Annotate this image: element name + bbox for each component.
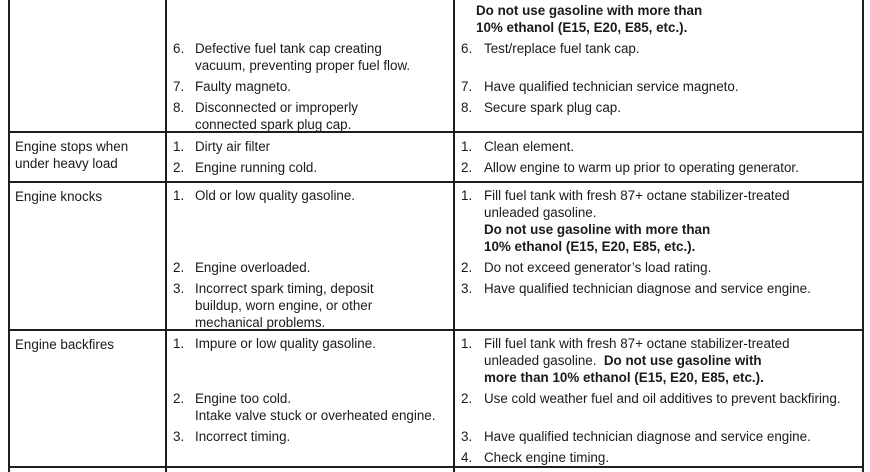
problem-line: Engine stops when [15, 139, 129, 154]
item-line: connected spark plug cap. [195, 117, 352, 131]
solution-cell [453, 280, 862, 329]
problem-cell [8, 183, 165, 329]
cause-remedy-pairs [165, 183, 864, 329]
item-line: Have qualified technician diagnose and service engine. [484, 429, 811, 444]
table-row [8, 0, 864, 131]
item-text [484, 390, 860, 407]
item-line: Engine too cold. [195, 391, 292, 406]
item-line: Allow engine to warm up prior to operating generator. [484, 160, 799, 175]
item-number: 1. [461, 336, 473, 351]
item-line: Intake valve stuck or overheated engine. [195, 408, 436, 423]
table-border-vertical [8, 0, 10, 472]
item-text [484, 259, 860, 276]
item-text [195, 99, 447, 131]
troubleshooting-table [8, 0, 864, 472]
solution-cell [453, 40, 862, 74]
item-number: 7. [173, 79, 185, 94]
item-text [484, 40, 860, 57]
cause-cell [165, 138, 453, 155]
item-text-run-bold: Do not use gasoline with [603, 353, 762, 368]
item-line: 10% ethanol (E15, E20, E85, etc.). [476, 20, 688, 35]
item-text [195, 78, 447, 95]
item-text [195, 280, 447, 329]
solution-cell [453, 390, 862, 424]
item-text [195, 187, 447, 204]
item-line: Clean element. [484, 139, 575, 154]
item-line: Do not use gasoline with more than [476, 3, 703, 18]
item-text [484, 449, 860, 466]
item-line: Fill fuel tank with fresh 87+ octane stabilizer-treated [484, 336, 790, 351]
item-line: Check engine timing. [484, 450, 610, 465]
item-line: Engine running cold. [195, 160, 318, 175]
table-border-horizontal [8, 181, 864, 183]
item-text [195, 138, 447, 155]
item-line: Test/replace fuel tank cap. [484, 41, 640, 56]
item-line: Fill fuel tank with fresh 87+ octane stabilizer-treated [484, 188, 790, 203]
cause-remedy-pair [165, 40, 864, 74]
table-border-vertical [165, 0, 167, 472]
cause-remedy-pair [165, 138, 864, 155]
item-text [195, 40, 447, 74]
item-number: 1. [173, 336, 185, 351]
item-number: 2. [173, 160, 185, 175]
item-line: buildup, worn engine, or other [195, 298, 373, 313]
item-number: 6. [173, 41, 185, 56]
table-row [8, 183, 864, 329]
item-number: 2. [461, 160, 473, 175]
item-line: unleaded gasoline. [484, 205, 597, 220]
table-border-horizontal [8, 466, 864, 468]
cause-remedy-pair [165, 99, 864, 131]
item-number: 3. [461, 281, 473, 296]
cause-remedy-pair [165, 428, 864, 445]
item-text [484, 335, 860, 386]
cause-cell [165, 390, 453, 424]
item-text [484, 280, 860, 297]
problem-cell [8, 133, 165, 181]
item-text [195, 335, 447, 352]
cause-cell [165, 449, 453, 466]
cause-cell [165, 259, 453, 276]
solution-cell [453, 428, 862, 445]
item-line [484, 352, 860, 369]
item-text [484, 78, 860, 95]
cause-remedy-pairs [165, 0, 864, 131]
item-line: Impure or low quality gasoline. [195, 336, 376, 351]
table-row [8, 133, 864, 181]
item-number: 1. [173, 188, 185, 203]
cause-remedy-pair [165, 2, 864, 36]
item-text [484, 187, 860, 255]
cause-remedy-pair [165, 159, 864, 176]
item-text [195, 159, 447, 176]
item-text [484, 99, 860, 116]
item-text [484, 159, 860, 176]
item-line: Have qualified technician service magneto. [484, 79, 739, 94]
cause-remedy-pair [165, 78, 864, 95]
cause-cell [165, 280, 453, 329]
item-number: 8. [461, 100, 473, 115]
cause-cell [165, 159, 453, 176]
cause-cell [165, 335, 453, 386]
table-row [8, 331, 864, 466]
item-line: Secure spark plug cap. [484, 100, 621, 115]
item-line: more than 10% ethanol (E15, E20, E85, etc.). [484, 370, 764, 385]
cause-remedy-pairs [165, 331, 864, 466]
cause-remedy-pair [165, 280, 864, 329]
cause-cell [165, 187, 453, 255]
problem-cell [8, 0, 165, 131]
cause-remedy-pair [165, 259, 864, 276]
item-line: Dirty air filter [195, 139, 271, 154]
item-text [195, 428, 447, 445]
table-border-horizontal [8, 329, 864, 331]
item-line: Do not use gasoline with more than [484, 222, 711, 237]
solution-cell [453, 335, 862, 386]
solution-cell [453, 138, 862, 155]
table-border-vertical [862, 0, 864, 472]
solution-cell [453, 78, 862, 95]
solution-cell [453, 259, 862, 276]
item-number: 1. [461, 139, 473, 154]
solution-cell [453, 99, 862, 131]
item-number: 2. [173, 391, 185, 406]
item-text [195, 390, 447, 424]
table-border-horizontal [8, 131, 864, 133]
item-number: 2. [461, 260, 473, 275]
table-border-vertical [453, 0, 455, 472]
solution-cell [453, 187, 862, 255]
cause-remedy-pair [165, 449, 864, 466]
item-line: Engine overloaded. [195, 260, 311, 275]
item-line: Incorrect spark timing, deposit [195, 281, 374, 296]
item-line: Disconnected or improperly [195, 100, 358, 115]
item-line: Use cold weather fuel and oil additives to prevent backfiring. [484, 391, 841, 406]
cause-cell [165, 78, 453, 95]
item-line: 10% ethanol (E15, E20, E85, etc.). [484, 239, 696, 254]
problem-line: under heavy load [15, 156, 118, 171]
item-number: 3. [461, 429, 473, 444]
item-number: 2. [173, 260, 185, 275]
cause-cell [165, 428, 453, 445]
item-text [195, 259, 447, 276]
item-text [461, 2, 860, 36]
item-text [484, 428, 860, 445]
problem-cell [8, 331, 165, 466]
item-line: Do not exceed generator’s load rating. [484, 260, 712, 275]
problem-line: Engine knocks [15, 189, 103, 204]
item-line: Defective fuel tank cap creating [195, 41, 382, 56]
cause-remedy-pairs [165, 133, 864, 181]
item-number: 3. [173, 429, 185, 444]
problem-line: Engine backfires [15, 337, 114, 352]
item-number: 2. [461, 391, 473, 406]
item-number: 3. [173, 281, 185, 296]
solution-cell [453, 449, 862, 466]
solution-cell [453, 2, 862, 36]
item-number: 8. [173, 100, 185, 115]
item-text-run: unleaded gasoline. [484, 353, 604, 368]
item-line: mechanical problems. [195, 315, 326, 329]
item-line: Have qualified technician diagnose and service engine. [484, 281, 811, 296]
cause-cell [165, 99, 453, 131]
cause-remedy-pair [165, 335, 864, 386]
item-number: 7. [461, 79, 473, 94]
item-line: Old or low quality gasoline. [195, 188, 356, 203]
cause-cell [165, 40, 453, 74]
cause-cell [165, 2, 453, 36]
item-text [484, 138, 860, 155]
item-number: 6. [461, 41, 473, 56]
cause-remedy-pair [165, 187, 864, 255]
item-number: 1. [461, 188, 473, 203]
item-number: 4. [461, 450, 473, 465]
item-line: Incorrect timing. [195, 429, 291, 444]
cause-remedy-pair [165, 390, 864, 424]
item-line: Faulty magneto. [195, 79, 292, 94]
solution-cell [453, 159, 862, 176]
item-number: 1. [173, 139, 185, 154]
item-line: vacuum, preventing proper fuel flow. [195, 58, 411, 73]
